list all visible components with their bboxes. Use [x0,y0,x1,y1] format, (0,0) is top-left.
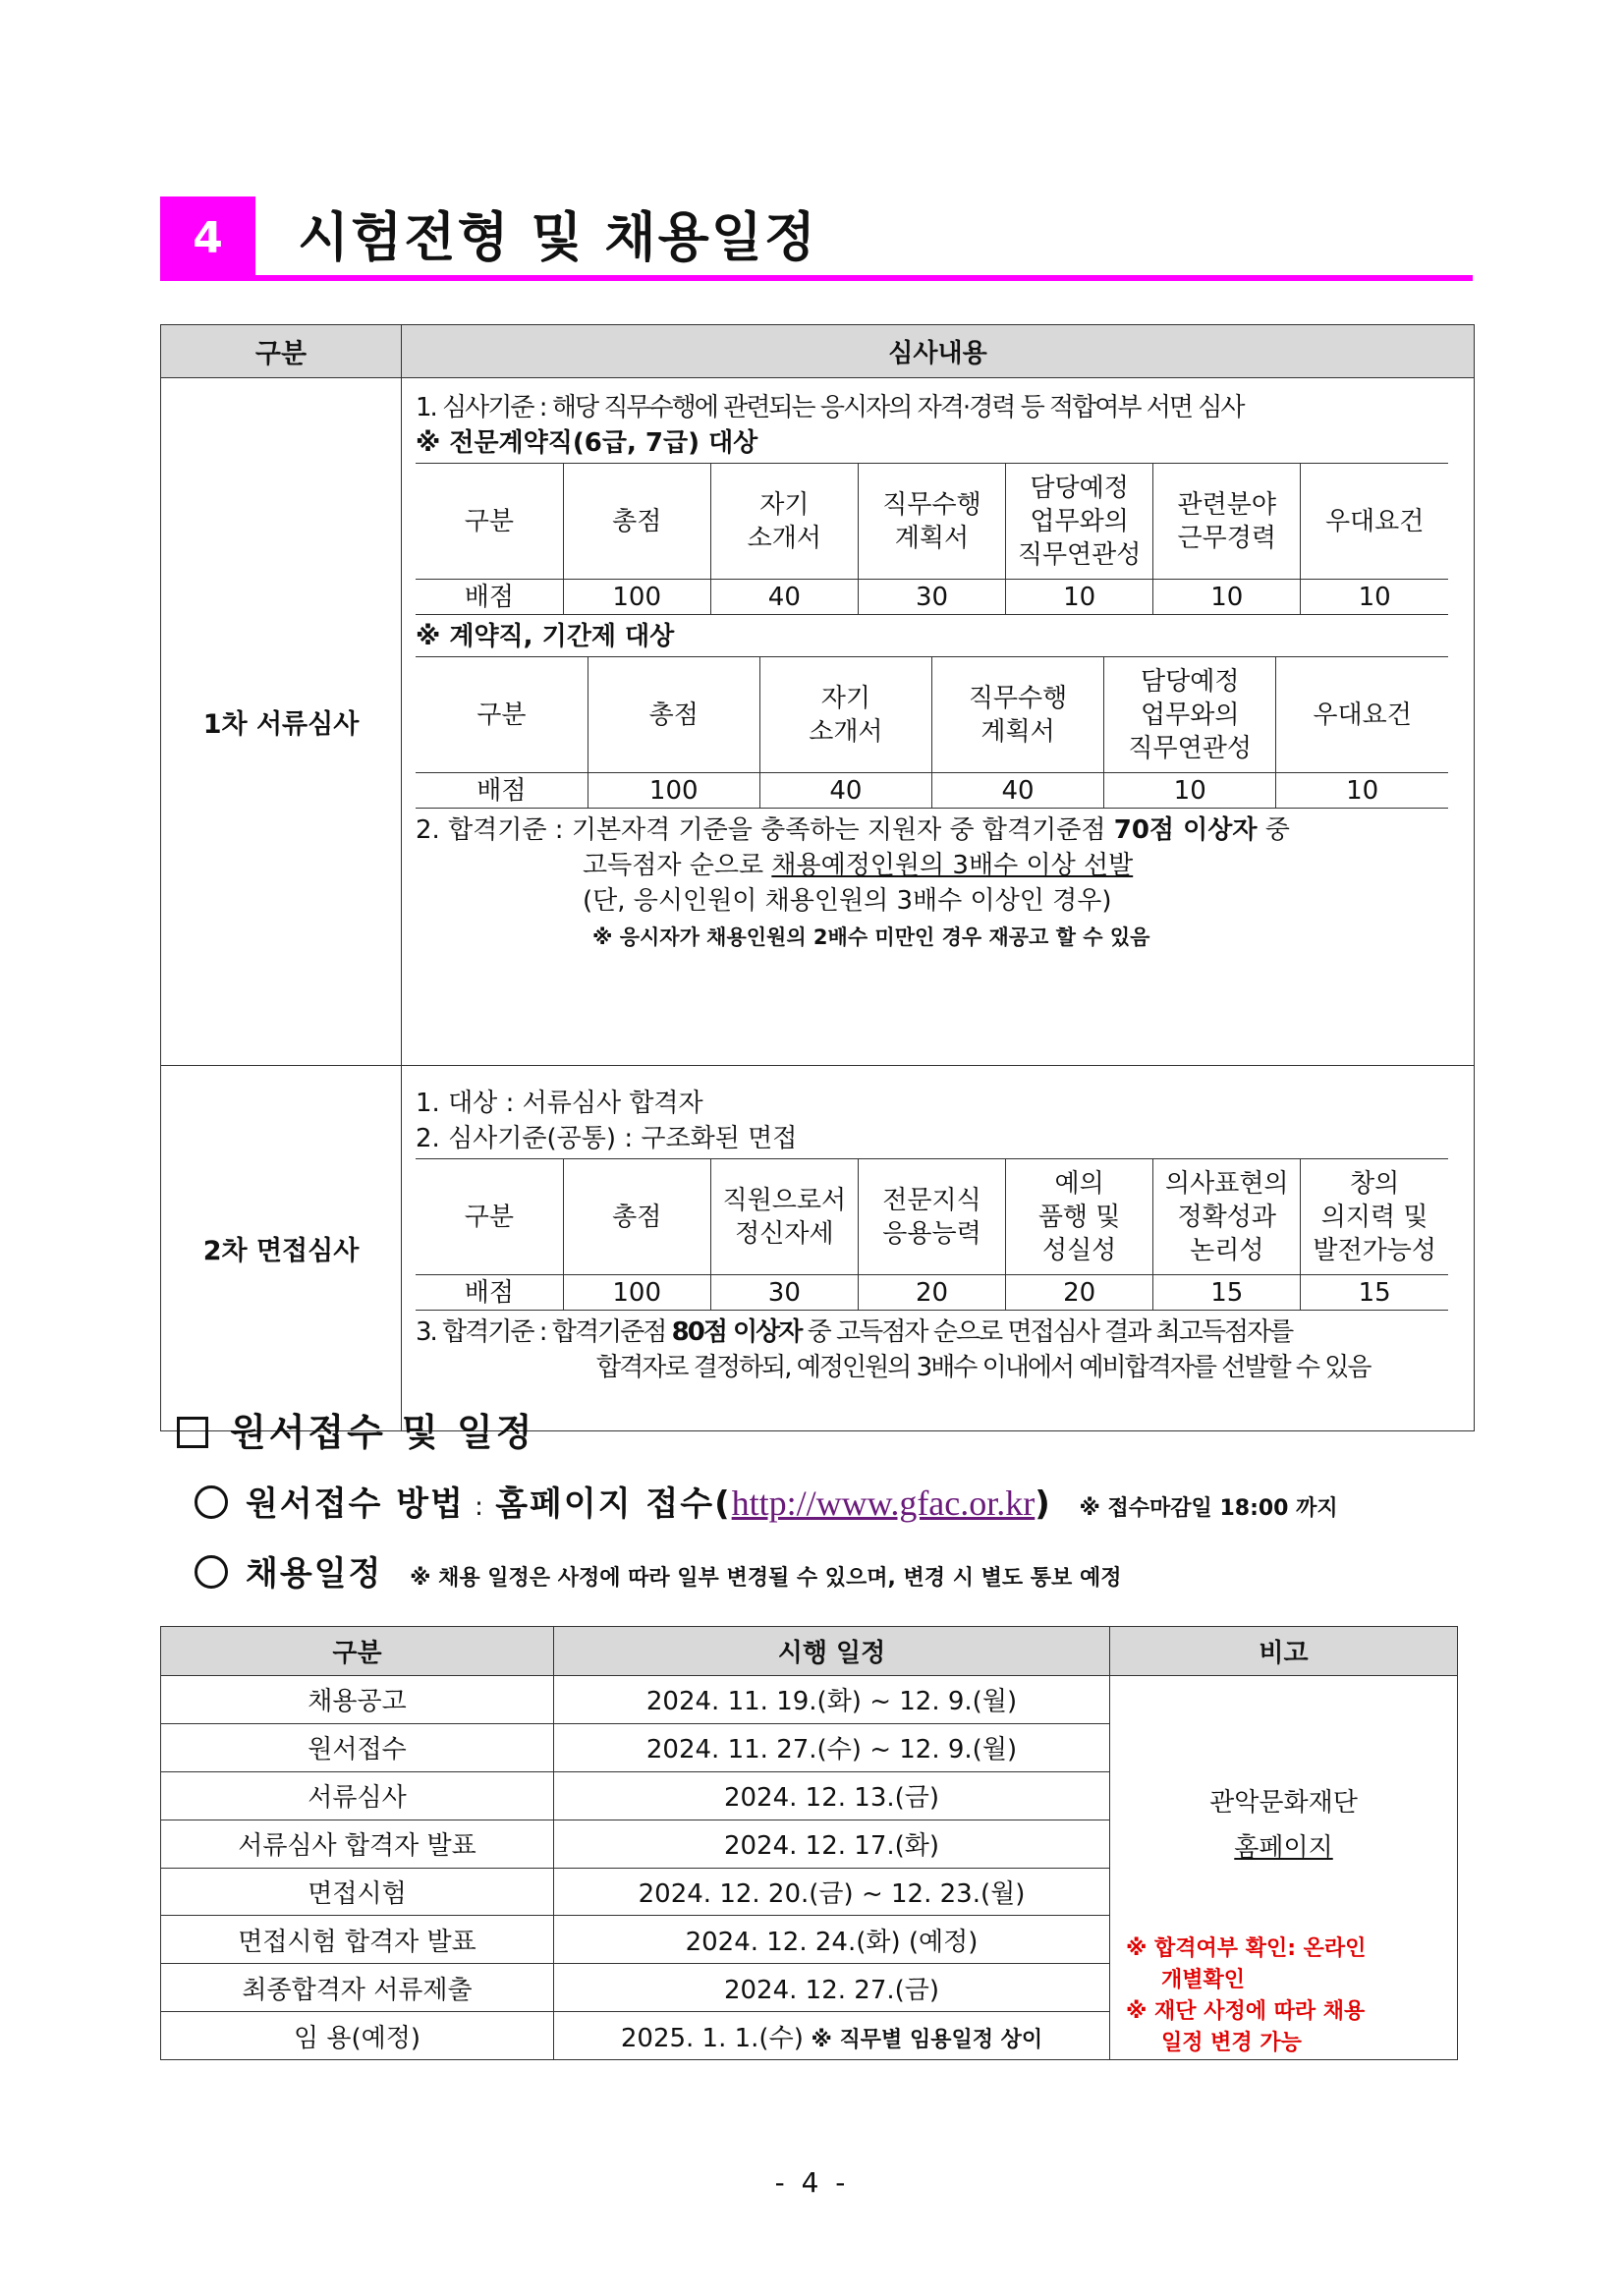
table-row: 최종합격자 서류제출 [161,1964,554,2012]
pass-criteria-line3: (단, 응시인원이 채용인원의 3배수 이상인 경우) [583,886,1112,916]
score-value-cell: 10 [1153,580,1301,615]
score-value-cell: 20 [1006,1275,1153,1311]
score-value-cell: 40 [710,580,858,615]
pass-criteria-line2: 고득점자 순으로 채용예정인원의 3배수 이상 선발 [583,851,1134,880]
score-header-cell: 구분 [416,464,563,580]
header-category: 구분 [161,325,402,378]
circle-bullet-icon [195,1485,228,1519]
score-value-cell: 40 [759,773,931,809]
score-header-cell: 전문지식 응용능력 [858,1159,1005,1275]
group2-title: ※ 계약직, 기간제 대상 [416,622,675,651]
score-value-cell: 15 [1153,1275,1301,1311]
sched-header-category: 구분 [161,1627,554,1676]
score-header-cell: 창의 의지력 및 발전가능성 [1301,1159,1448,1275]
screening-content [402,378,1475,1066]
score-header-cell: 구분 [416,1159,563,1275]
score-value-cell: 20 [858,1275,1005,1311]
score-value-cell: 30 [858,580,1005,615]
score-header-cell: 구분 [416,657,588,773]
screening-table [160,324,1475,1431]
score-header-cell: 자기 소개서 [759,657,931,773]
score-header-cell: 담당예정 업무와의 직무연관성 [1104,657,1276,773]
pass-criteria-line1: 2. 합격기준 : 기본자격 기준을 충족하는 지원자 중 합격기준점 70점 이상자 중 [416,815,1290,845]
deadline-note: ※ 접수마감일 18:00 까지 [1079,1496,1338,1521]
interview-pass-line1: 3. 합격기준 : 합격기준점 80점 이상자 중 고득점자 순으로 면접심사 결과 최고득점자를 [416,1317,1293,1347]
score-header-cell: 총점 [588,657,759,773]
score-value-cell: 100 [563,1275,710,1311]
section-heading [160,196,1473,281]
interview-content [402,1066,1475,1431]
score-value-cell: 10 [1006,580,1153,615]
sched-header-date: 시행 일정 [554,1627,1110,1676]
group2-score-table [416,656,1448,809]
score-header-cell: 관련분야 근무경력 [1153,464,1301,580]
schedule-heading: 채용일정 ※ 채용 일정은 사정에 따라 일부 변경될 수 있으며, 변경 시 별도 통보 예정 [195,1549,1121,1603]
schedule-table: 구분 시행 일정 비고 채용공고 2024. 11. 19.(화) ~ 12. 9.(월) 관악문화재단 홈페이지 ※ 합격여부 확인: 온라인 개별확인 ※ 재단 사정에 따라 채용 일정 변경 가능 원서접수 2024. 11. 27.(수) ~ 12. 9.(월) 서류심사 2024. 12. 13.(금) 서류심사 합격자 발표 2024. 12. 17.(화) 면접시험 2024. 12. 20.(금) ~ 12. 23.(월) 면접시험 합격자 발표 2024. 12. 24.(화) (예정) 최종합격자 서류제출 2024. 12. 27.(금) 임 용(예정) 2025. 1. 1.(수) ※ 직무별 임용일정 상이 [160,1626,1458,2060]
score-value-cell: 30 [710,1275,858,1311]
score-value-cell: 배점 [416,580,563,615]
application-title: 원서접수 및 일정 [177,1405,534,1460]
score-header-cell: 총점 [563,464,710,580]
square-bullet-icon [177,1417,208,1448]
table-row: 채용공고 [161,1676,554,1724]
schedule-change-note: ※ 채용 일정은 사정에 따라 일부 변경될 수 있으며, 변경 시 별도 통보 예정 [410,1566,1122,1591]
section-title: 시험전형 및 채용일정 [298,206,818,268]
score-value-cell: 10 [1301,580,1448,615]
group1-title: ※ 전문계약직(6급, 7급) 대상 [416,428,758,458]
score-value-cell: 100 [563,580,710,615]
header-content: 심사내용 [402,325,1475,378]
score-header-cell: 직원으로서 정신자세 [710,1159,858,1275]
table-row: 서류심사 [161,1771,554,1820]
interview-criteria: 2. 심사기준(공통) : 구조화된 면접 [416,1124,798,1153]
score-header-cell: 직무수행 계획서 [858,464,1005,580]
sched-header-remark: 비고 [1110,1627,1458,1676]
score-value-cell: 10 [1276,773,1448,809]
application-method: 원서접수 방법 : 홈페이지 접수(http://www.gfac.or.kr) ※ 접수마감일 18:00 까지 [195,1479,1338,1534]
score-value-cell: 100 [588,773,759,809]
re-announcement-note: ※ 응시자가 채용인원의 2배수 미만인 경우 재공고 할 수 있음 [592,925,1150,949]
section-number: 4 [160,196,255,279]
score-header-cell: 우대요건 [1276,657,1448,773]
score-header-cell: 담당예정 업무와의 직무연관성 [1006,464,1153,580]
score-header-cell: 총점 [563,1159,710,1275]
section-underline [160,275,1473,281]
schedule-remark: 관악문화재단 홈페이지 ※ 합격여부 확인: 온라인 개별확인 ※ 재단 사정에 따라 채용 일정 변경 가능 [1110,1676,1458,2060]
table-row: 원서접수 [161,1723,554,1771]
page-number: - 4 - [774,2166,850,2199]
group1-score-table [416,463,1448,615]
table-row: 면접시험 [161,1868,554,1916]
score-value-cell: 10 [1104,773,1276,809]
remark-red-notes: ※ 합격여부 확인: 온라인 개별확인 ※ 재단 사정에 따라 채용 일정 변경 가능 [1126,1936,1367,2055]
score-header-cell: 우대요건 [1301,464,1448,580]
score-value-cell: 배점 [416,773,588,809]
circle-bullet-icon [195,1555,228,1589]
score-value-cell: 40 [931,773,1103,809]
score-header-cell: 직무수행 계획서 [931,657,1103,773]
interview-target: 1. 대상 : 서류심사 합격자 [416,1089,703,1118]
score-value-cell: 15 [1301,1275,1448,1311]
score-header-cell: 의사표현의 정확성과 논리성 [1153,1159,1301,1275]
table-row: 임 용(예정) [161,2012,554,2060]
interview-label: 2차 면접심사 [161,1066,402,1431]
score-header-cell: 예의 품행 및 성실성 [1006,1159,1153,1275]
screening-label: 1차 서류심사 [161,378,402,1066]
table-row: 서류심사 합격자 발표 [161,1820,554,1868]
interview-score-table [416,1158,1448,1311]
table-row: 면접시험 합격자 발표 [161,1916,554,1964]
interview-pass-line2: 합격자로 결정하되, 예정인원의 3배수 이내에서 예비합격자를 선발할 수 있음 [596,1353,1371,1382]
score-value-cell: 배점 [416,1275,563,1311]
score-header-cell: 자기 소개서 [710,464,858,580]
screening-criteria: 1. 심사기준 : 해당 직무수행에 관련되는 응시자의 자격·경력 등 적합여부 서면 심사 [416,393,1244,422]
homepage-link[interactable]: http://www.gfac.or.kr [731,1484,1036,1523]
